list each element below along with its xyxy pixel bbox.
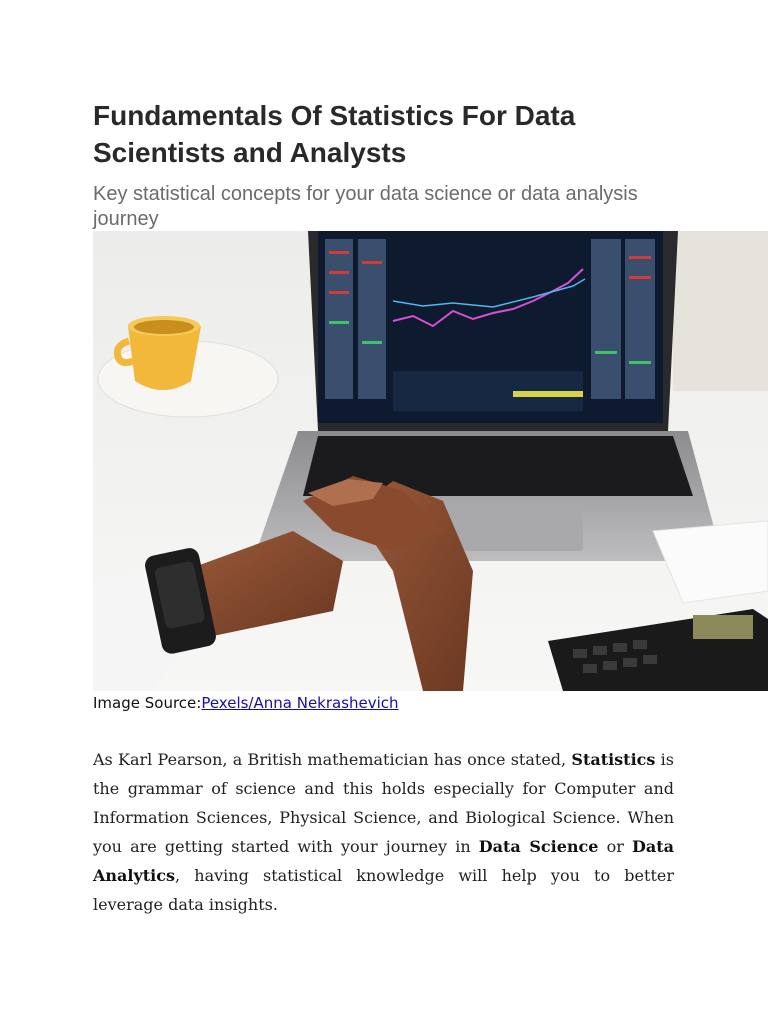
intro-paragraph: [93, 745, 674, 919]
caption-prefix: Image Source:: [93, 694, 202, 712]
paragraph-text-3: or: [598, 837, 632, 856]
caption-link[interactable]: Pexels/Anna Nekrashevich: [201, 694, 399, 712]
bold-data-analytics: Data Analytics: [93, 837, 674, 885]
article-title: Fundamentals Of Statistics For Data Scientists and Analysts: [93, 100, 576, 168]
article-subtitle: Key statistical concepts for your data science or data analysis journey: [93, 183, 638, 230]
image-caption: [93, 692, 399, 714]
bold-data-science: Data Science: [478, 837, 599, 856]
paragraph-text-1: As Karl Pearson, a British mathematician has once stated,: [93, 750, 572, 769]
paragraph-text-4: , having statistical knowledge will help you to better leverage data insights.: [93, 866, 674, 914]
paragraph-text-2: is the grammar of science and this holds especially for Computer and Information Sciences, Physical Science, and Biological Science. When you are getting started with your journey in: [93, 750, 674, 856]
hero-image: [93, 231, 768, 691]
bold-statistics: Statistics: [571, 750, 656, 769]
